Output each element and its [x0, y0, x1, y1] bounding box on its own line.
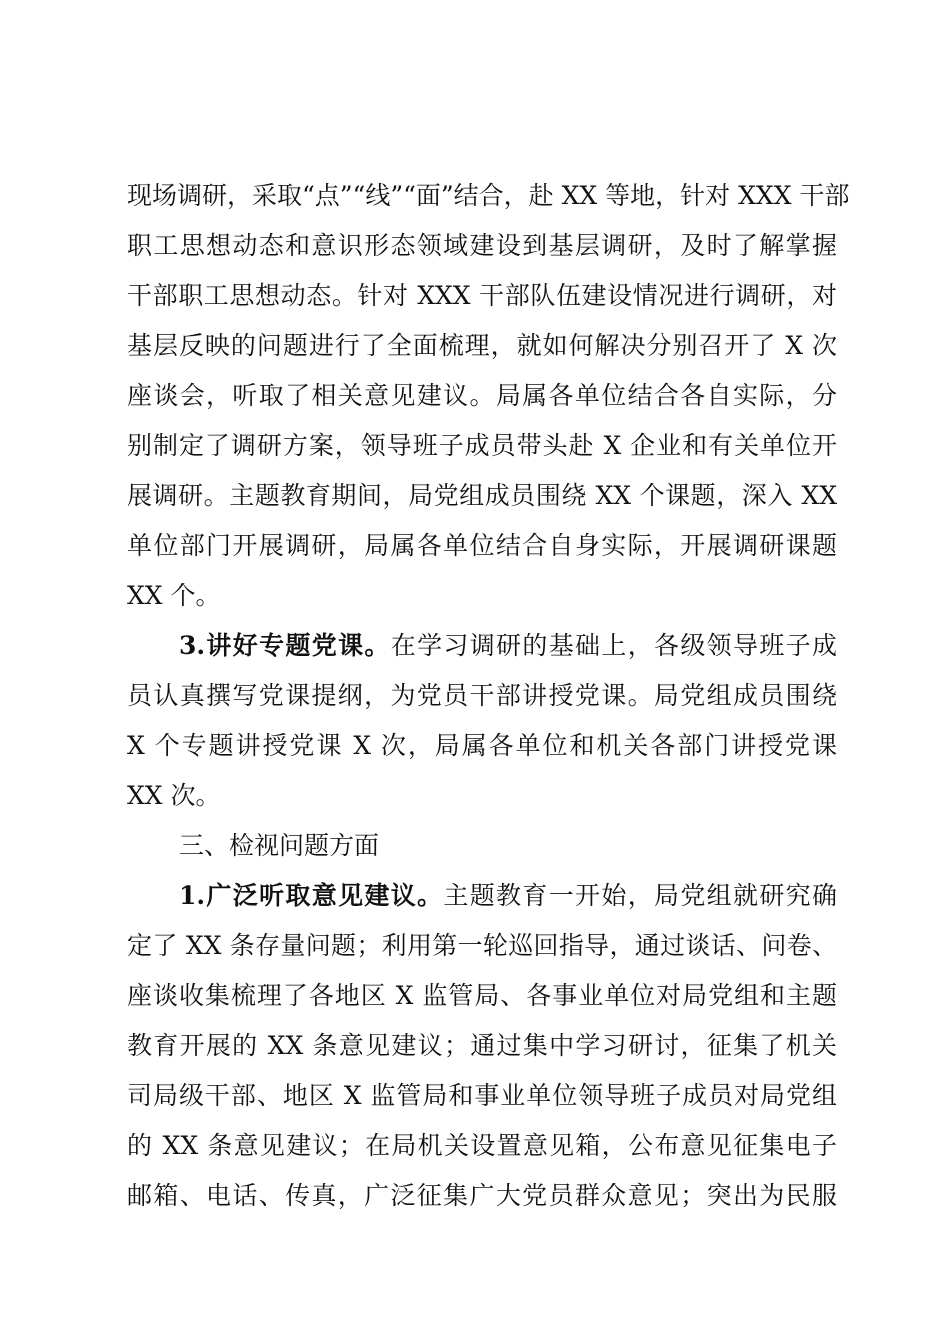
paragraph-line: 职工思想动态和意识形态领域建设到基层调研，及时了解掌握 — [127, 231, 837, 260]
section-heading: 三、检视问题方面 — [179, 831, 380, 860]
paragraph-line: 展调研。主题教育期间，局党组成员围绕 XX 个课题，深入 XX — [127, 481, 837, 510]
document-body — [127, 171, 850, 1221]
item-3-title: 3.讲好专题党课。 — [179, 631, 391, 660]
paragraph-line: 单位部门开展调研，局属各单位结合自身实际，开展调研课题 — [127, 531, 837, 560]
paragraph-line: XX 个。 — [127, 581, 221, 610]
paragraph-line: 干部职工思想动态。针对 XXX 干部队伍建设情况进行调研，对 — [127, 281, 837, 310]
paragraph-line: XX 次。 — [127, 781, 221, 810]
paragraph-line: 基层反映的问题进行了全面梳理，就如何解决分别召开了 X 次 — [127, 331, 837, 360]
item-3-text: 在学习调研的基础上，各级领导班子成 — [390, 631, 837, 660]
paragraph-line: 座谈会，听取了相关意见建议。局属各单位结合各自实际，分 — [127, 381, 837, 410]
paragraph-line: 邮箱、电话、传真，广泛征集广大党员群众意见；突出为民服 — [127, 1181, 837, 1210]
paragraph-line: 座谈收集梳理了各地区 X 监管局、各事业单位对局党组和主题 — [127, 981, 837, 1010]
item-3-first-line — [127, 621, 837, 671]
item-1-first-line — [127, 871, 837, 921]
paragraph-line: 司局级干部、地区 X 监管局和事业单位领导班子成员对局党组 — [127, 1081, 837, 1110]
paragraph-line: 别制定了调研方案，领导班子成员带头赴 X 企业和有关单位开 — [127, 431, 837, 460]
paragraph-line: 定了 XX 条存量问题；利用第一轮巡回指导，通过谈话、问卷、 — [127, 931, 837, 960]
paragraph-line: 现场调研，采取“点”“线”“面”结合，赴 XX 等地，针对 XXX 干部 — [127, 181, 850, 210]
item-1-text: 主题教育一开始，局党组就研究确 — [443, 881, 837, 910]
paragraph-line: 教育开展的 XX 条意见建议；通过集中学习研讨，征集了机关 — [127, 1031, 837, 1060]
paragraph-line: X 个专题讲授党课 X 次，局属各单位和机关各部门讲授党课 — [127, 731, 837, 760]
item-1-title: 1.广泛听取意见建议。 — [179, 881, 444, 910]
paragraph-line: 的 XX 条意见建议；在局机关设置意见箱，公布意见征集电子 — [127, 1131, 837, 1160]
paragraph-line: 员认真撰写党课提纲，为党员干部讲授党课。局党组成员围绕 — [127, 681, 837, 710]
